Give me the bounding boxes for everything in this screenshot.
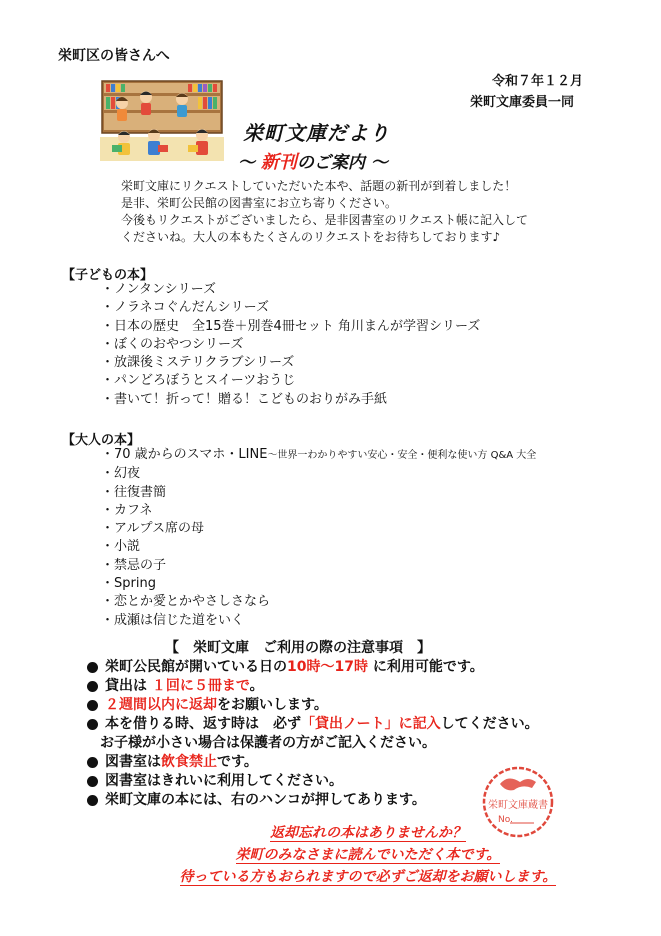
rule-text: 貸出は <box>105 678 152 694</box>
list-item: ・ぼくのおやつシリーズ <box>101 336 244 352</box>
closing-line <box>148 866 588 888</box>
rule-highlight: １回に５冊まで <box>151 678 250 694</box>
children-reading-illustration <box>98 75 226 163</box>
adult-first-title: ・70 歳からのスマホ・LINE <box>101 447 268 462</box>
rule-item <box>87 772 539 791</box>
issue-date: 令和７年１２月 <box>492 74 584 89</box>
intro-paragraph <box>121 178 581 246</box>
list-item: ・書いて！折って！贈る！こどものおりがみ手紙 <box>101 391 388 407</box>
committee-name: 栄町文庫委員一同 <box>470 95 575 110</box>
list-item: ・カフネ <box>101 502 153 518</box>
intro-line: 栄町文庫にリクエストしていただいた本や、話題の新刊が到着しました！ <box>121 179 517 193</box>
subtitle-highlight: 新刊 <box>260 152 297 173</box>
bullet-icon <box>87 776 98 787</box>
subtitle-prefix: 〜 <box>238 153 255 173</box>
bullet-icon <box>87 700 98 711</box>
rule-text: をお願いします。 <box>217 697 328 713</box>
subtitle-rest: のご案内 <box>296 153 365 173</box>
list-item: ・放課後ミステリクラブシリーズ <box>101 355 295 371</box>
bullet-icon <box>87 757 98 768</box>
intro-line: 是非、栄町公民館の図書室にお立ち寄りください。 <box>121 196 398 210</box>
closing-text: 返却忘れの本はありませんか？ <box>270 825 466 841</box>
list-item: ・ノンタンシリーズ <box>101 282 216 297</box>
newsletter-subtitle <box>238 148 388 174</box>
stamp-number: No. <box>498 815 513 825</box>
rule-text: 栄町文庫の本には、右のハンコが押してあります。 <box>105 792 426 808</box>
rule-item <box>87 791 539 810</box>
list-item: ・小説 <box>101 539 141 555</box>
rule-text: 。 <box>249 678 264 694</box>
rule-text: してください。 <box>440 716 539 732</box>
bullet-icon <box>87 719 98 730</box>
closing-line <box>148 822 588 844</box>
notice-heading: 【 栄町文庫 ご利用の際の注意事項 】 <box>165 640 431 656</box>
stamp-text: 栄町文庫蔵書 <box>488 800 548 811</box>
rule-highlight: 「貸出ノート」に記入 <box>301 716 441 732</box>
bullet-icon <box>87 795 98 806</box>
list-item: ・Spring <box>101 576 156 592</box>
rule-text: 図書室は <box>105 754 161 770</box>
kids-books-heading: 【子どもの本】 <box>62 268 154 283</box>
list-item: ・パンどろぼうとスイーツおうじ <box>101 373 296 389</box>
closing-text: 待っている方もおられますので必ずご返却をお願いします。 <box>179 869 557 885</box>
bullet-icon <box>87 662 98 673</box>
rule-item <box>87 715 539 734</box>
closing-line <box>148 844 588 866</box>
list-item: ・恋とか愛とかやさしさなら <box>101 594 271 610</box>
list-item: ・幻夜 <box>101 466 141 482</box>
rule-item <box>87 677 539 696</box>
closing-text: 栄町のみなさまに読んでいただく本です。 <box>235 847 501 863</box>
list-item: ・ノラネコぐんだんシリーズ <box>101 300 269 316</box>
intro-line: 今後もリクエストがございましたら、是非図書室のリクエスト帳に記入して <box>121 213 529 227</box>
rule-text: に利用可能です。 <box>367 659 484 675</box>
addressee: 栄町区の皆さんへ <box>58 48 170 64</box>
subtitle-suffix: 〜 <box>370 153 388 173</box>
newsletter-title: 栄町文庫だより <box>243 121 390 145</box>
rule-text: です。 <box>217 754 258 770</box>
usage-rules <box>87 658 539 810</box>
adult-books-list <box>101 446 536 630</box>
bullet-icon <box>87 681 98 692</box>
closing-message <box>148 822 588 888</box>
rule-highlight: 10時〜17時 <box>287 659 368 675</box>
rule-text: 図書室はきれいに利用してください。 <box>105 773 343 789</box>
rule-item <box>87 658 539 677</box>
adult-first-subtitle: 〜世界一わかりやすい安心・安全・便利な使い方 Q&A 大全 <box>267 450 537 461</box>
list-item <box>101 446 536 465</box>
list-item: ・成瀬は信じた道をいく <box>101 612 245 628</box>
rule-continuation: お子様が小さい場合は保護者の方がご記入ください。 <box>100 735 436 751</box>
rule-highlight: ２週間以内に返却 <box>105 697 217 713</box>
list-item: ・往復書簡 <box>101 484 167 500</box>
rule-item <box>87 696 539 715</box>
rule-text: 本を借りる時、返す時は 必ず <box>105 716 301 732</box>
list-item: ・日本の歴史 全15巻＋別巻4冊セット 角川まんが学習シリーズ <box>101 318 481 334</box>
rule-highlight: 飲食禁止 <box>161 754 217 770</box>
rule-item <box>87 753 539 772</box>
rule-text: 栄町公民館が開いている日の <box>105 659 287 675</box>
list-item: ・禁忌の子 <box>101 557 167 573</box>
adult-books-heading: 【大人の本】 <box>62 433 141 448</box>
kids-books-list <box>101 281 480 409</box>
intro-line: くださいね。大人の本もたくさんのリクエストをお待ちしております♪ <box>121 230 501 244</box>
list-item: ・アルプス席の母 <box>101 521 204 537</box>
